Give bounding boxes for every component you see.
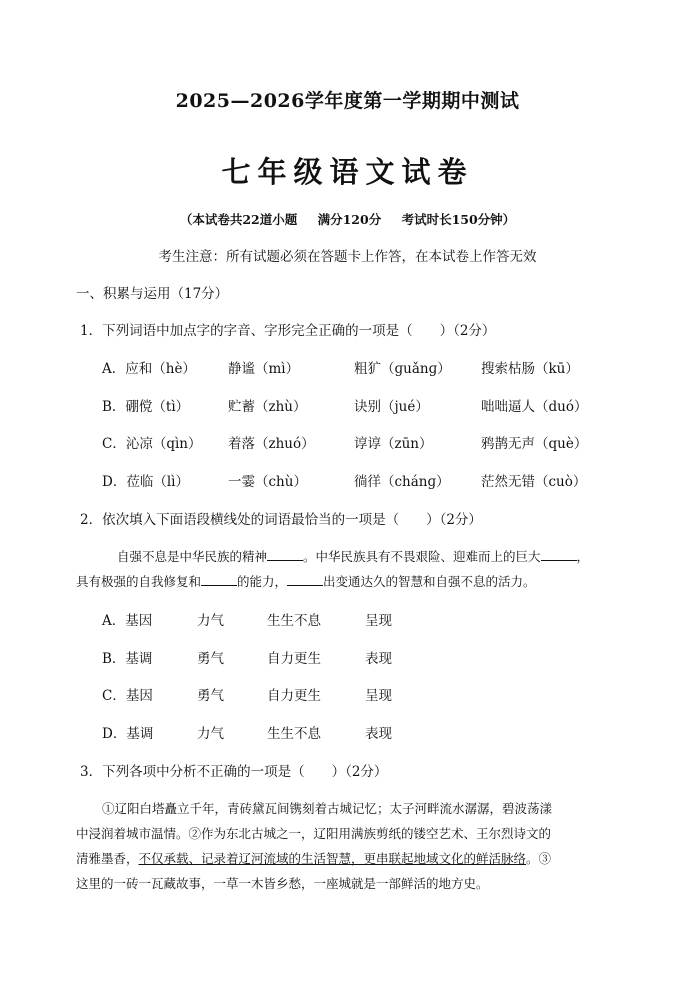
q3-passage-line-4: 这里的一砖一瓦藏故事，一草一木皆乡愁，一座城就是一部鲜活的地方史。 [76,876,489,891]
q2-option-d-2: 力气 [197,726,224,742]
q2-stem: 2．依次填入下面语段横线处的词语最恰当的一项是（ ）（2分） [80,512,482,528]
q2-option-d-4: 表现 [365,726,392,742]
q2-option-b-1: B．基调 [102,651,153,667]
q2-passage-text: ， [576,549,590,564]
q2-passage-text: 自强不息是中华民族的精神 [117,549,268,564]
q1-option-b-2: 贮蓄（zhù） [228,399,307,415]
q1-option-d-2: 一霎（chù） [228,474,307,490]
q3-passage-line-2: 中浸润着城市温情。②作为东北古城之一，辽阳用满族剪纸的镂空艺术、王尔烈诗文的 [76,826,552,841]
q1-option-d-3: 徜徉（chánɡ） [354,474,450,490]
q2-option-a-4: 呈现 [365,613,392,629]
q3-underlined-sentence: 不仅承载、记录着辽河流域的生活智慧，更串联起地域文化的鲜活脉络 [138,851,527,866]
q2-option-c-3: 自力更生 [267,688,321,704]
q2-option-b-4: 表现 [365,651,392,667]
q1-option-d-1: D．莅临（lì） [102,474,189,490]
subject-title: 七年级语文试卷 [221,155,474,189]
q1-option-b-1: B．硼傥（tì） [102,399,190,415]
q2-option-b-3: 自力更生 [267,651,321,667]
fill-blank-1 [267,548,303,561]
q3-passage-text: 清雅墨香， [76,851,139,866]
q2-option-a-1: A．基因 [102,613,153,629]
q2-option-c-2: 勇气 [197,688,224,704]
exam-notice: 考生注意：所有试题必须在答题卡上作答，在本试卷上作答无效 [158,249,537,265]
q2-passage-line-2 [76,572,536,590]
section-heading: 一、积累与运用（17分） [76,286,229,302]
q2-option-d-1: D．基调 [102,726,154,742]
q1-option-a-2: 静谧（mì） [228,361,300,377]
q1-option-c-4: 鸦鹊无声（què） [481,436,588,452]
q3-passage-line-1: ①辽阳白塔矗立千年，青砖黛瓦间镌刻着古城记忆；太子河畔流水潺潺，碧波荡漾 [102,801,553,816]
q3-passage-line-3 [76,849,551,867]
q3-stem: 3．下列各项中分析不正确的一项是（ ）（2分） [80,764,388,780]
question-count: （本试卷共22道小题 [179,212,298,227]
fill-blank-3 [201,573,237,586]
exam-duration: 考试时长150分钟） [401,212,516,227]
q2-option-b-2: 勇气 [197,651,224,667]
full-score: 满分120分 [317,212,382,227]
q2-option-a-2: 力气 [197,613,224,629]
q1-option-a-4: 搜索枯肠（kū） [481,361,579,377]
exam-title: 2025—2026学年度第一学期期中测试 [175,90,520,112]
q2-passage-text: 。中华民族具有不畏艰险、迎难而上的巨大 [303,549,541,564]
q3-passage-text: 。③ [526,851,552,866]
q1-option-c-3: 谆谆（zūn） [354,436,433,452]
q2-option-c-1: C．基因 [102,688,153,704]
fill-blank-2 [541,548,577,561]
q2-option-d-3: 生生不息 [267,726,321,742]
exam-info [0,210,695,228]
q2-passage-text: 的能力， [237,574,288,589]
q1-option-b-4: 咄咄逼人（duó） [481,399,588,415]
q1-option-a-3: 粗犷（ɡuǎnɡ） [354,361,451,377]
fill-blank-4 [287,573,323,586]
q2-option-c-4: 呈现 [365,688,392,704]
q2-passage-line-1 [117,547,589,565]
q1-option-a-1: A．应和（hè） [102,361,196,377]
q1-stem: 1．下列词语中加点字的字音、字形完全正确的一项是（ ）（2分） [80,323,496,339]
q1-option-d-4: 茫然无错（cuò） [481,474,587,490]
q1-option-b-3: 诀别（jué） [354,399,429,415]
q2-passage-text: 具有极强的自我修复和 [76,574,202,589]
q1-option-c-1: C．沁凉（qìn） [102,436,202,452]
q2-passage-text: 出变通达久的智慧和自强不息的活力。 [323,574,536,589]
q2-option-a-3: 生生不息 [267,613,321,629]
q1-option-c-2: 着落（zhuó） [228,436,315,452]
